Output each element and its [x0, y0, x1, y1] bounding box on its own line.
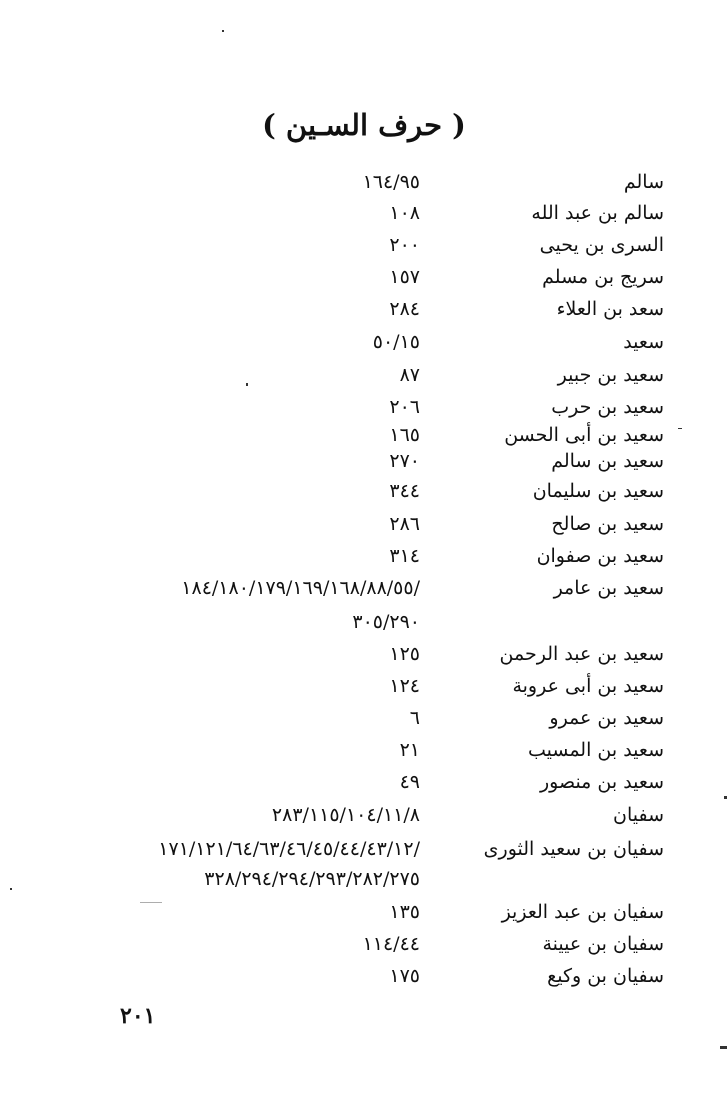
entry-name: سالم بن عبد الله [531, 202, 664, 224]
entry-pages: ١٥٧ [389, 266, 420, 288]
entry-name: سفيان بن عبد العزيز [501, 901, 664, 923]
scan-speck [222, 30, 224, 32]
index-entry [0, 965, 728, 995]
index-entry-continuation [0, 868, 728, 898]
index-entry [0, 933, 728, 963]
entry-name: سعيد بن حرب [551, 396, 664, 418]
index-entry [0, 331, 728, 361]
index-entry [0, 804, 728, 834]
entry-name: سعيد [623, 331, 664, 353]
index-entry [0, 771, 728, 801]
entry-name: سعيد بن منصور [539, 771, 664, 793]
index-entry [0, 480, 728, 510]
entry-name: سفيان بن وكيع [547, 965, 664, 987]
index-entry [0, 739, 728, 769]
index-entry [0, 901, 728, 931]
section-title: ( حرف السـين ) [262, 108, 466, 142]
entry-name: سعيد بن عمرو [549, 707, 664, 729]
entry-name: سعيد بن سليمان [532, 480, 664, 502]
scan-speck [140, 902, 162, 903]
index-entry-continuation [0, 611, 728, 641]
entry-pages: ٣٠٥/٢٩٠ [352, 611, 420, 633]
scan-speck [720, 1046, 727, 1049]
entry-name: سعيد بن عامر [553, 577, 664, 599]
index-entry [0, 298, 728, 328]
index-entry [0, 643, 728, 673]
entry-pages: ١٦٤/٩٥ [362, 171, 420, 193]
scan-speck [724, 796, 727, 799]
entry-pages: ٦ [409, 707, 420, 729]
entry-pages: /١٧١/١٢١/٦٤/٦٣/٤٦/٤٥/٤٤/٤٣/١٢ [158, 838, 420, 860]
index-entry [0, 266, 728, 296]
entry-name: سعيد بن المسيب [527, 739, 664, 761]
page-number: ٢٠١ [120, 1003, 156, 1029]
entry-name: سعيد بن صفوان [536, 545, 664, 567]
entry-name: سفيان [612, 804, 664, 826]
entry-name: سعيد بن عبد الرحمن [499, 643, 664, 665]
index-entry [0, 171, 728, 201]
entry-pages: ٣١٤ [389, 545, 420, 567]
entry-pages: ٣٤٤ [389, 480, 420, 502]
index-entry [0, 450, 728, 480]
index-entry [0, 707, 728, 737]
entry-name: سفيان بن سعيد الثورى [483, 838, 664, 860]
entry-pages: ٥٠/١٥ [372, 331, 420, 353]
index-entry [0, 202, 728, 232]
index-entry [0, 577, 728, 607]
scan-speck [10, 888, 12, 890]
entry-pages: /١٨٤/١٨٠/١٧٩/١٦٩/١٦٨/٨٨/٥٥ [181, 577, 420, 599]
entry-name: سعيد بن أبى عروبة [512, 675, 664, 697]
entry-pages: ٤٩ [399, 771, 420, 793]
entry-name: سعد بن العلاء [556, 298, 664, 320]
entry-name: سعيد بن جبير [557, 364, 664, 386]
entry-pages: ٢٠٦ [389, 396, 420, 418]
entry-pages: ١٣٥ [389, 901, 420, 923]
index-entry [0, 675, 728, 705]
entry-pages: ١٧٥ [389, 965, 420, 987]
entry-pages: ٢٨٤ [389, 298, 420, 320]
index-entry [0, 396, 728, 426]
entry-name: سالم [623, 171, 664, 193]
entry-name: سفيان بن عيينة [542, 933, 664, 955]
entry-pages: ٢٨٣/١١٥/١٠٤/١١/٨ [271, 804, 420, 826]
entry-name: سعيد بن أبى الحسن [504, 424, 664, 446]
entry-pages: ٢٨٦ [389, 513, 420, 535]
entry-pages: ١٢٤ [389, 675, 420, 697]
index-entry [0, 364, 728, 394]
entry-name: السرى بن يحيى [539, 234, 664, 256]
entry-pages: ١١٤/٤٤ [362, 933, 420, 955]
entry-pages: ٣٢٨/٢٩٤/٢٩٤/٢٩٣/٢٨٢/٢٧٥ [204, 868, 420, 890]
entry-pages: ٨٧ [399, 364, 420, 386]
entry-pages: ١٦٥ [389, 424, 420, 446]
entry-pages: ٢٧٠ [389, 450, 420, 472]
entry-name: سعيد بن صالح [551, 513, 664, 535]
index-entry [0, 234, 728, 264]
index-entry [0, 838, 728, 868]
entry-pages: ١٢٥ [389, 643, 420, 665]
entry-name: سعيد بن سالم [551, 450, 664, 472]
entry-name: سريج بن مسلم [542, 266, 664, 288]
entry-pages: ٢١ [399, 739, 420, 761]
entry-pages: ١٠٨ [389, 202, 420, 224]
entry-pages: ٢٠٠ [389, 234, 420, 256]
scan-speck [678, 428, 682, 429]
scan-speck [246, 383, 248, 386]
index-entry [0, 545, 728, 575]
index-entry [0, 513, 728, 543]
